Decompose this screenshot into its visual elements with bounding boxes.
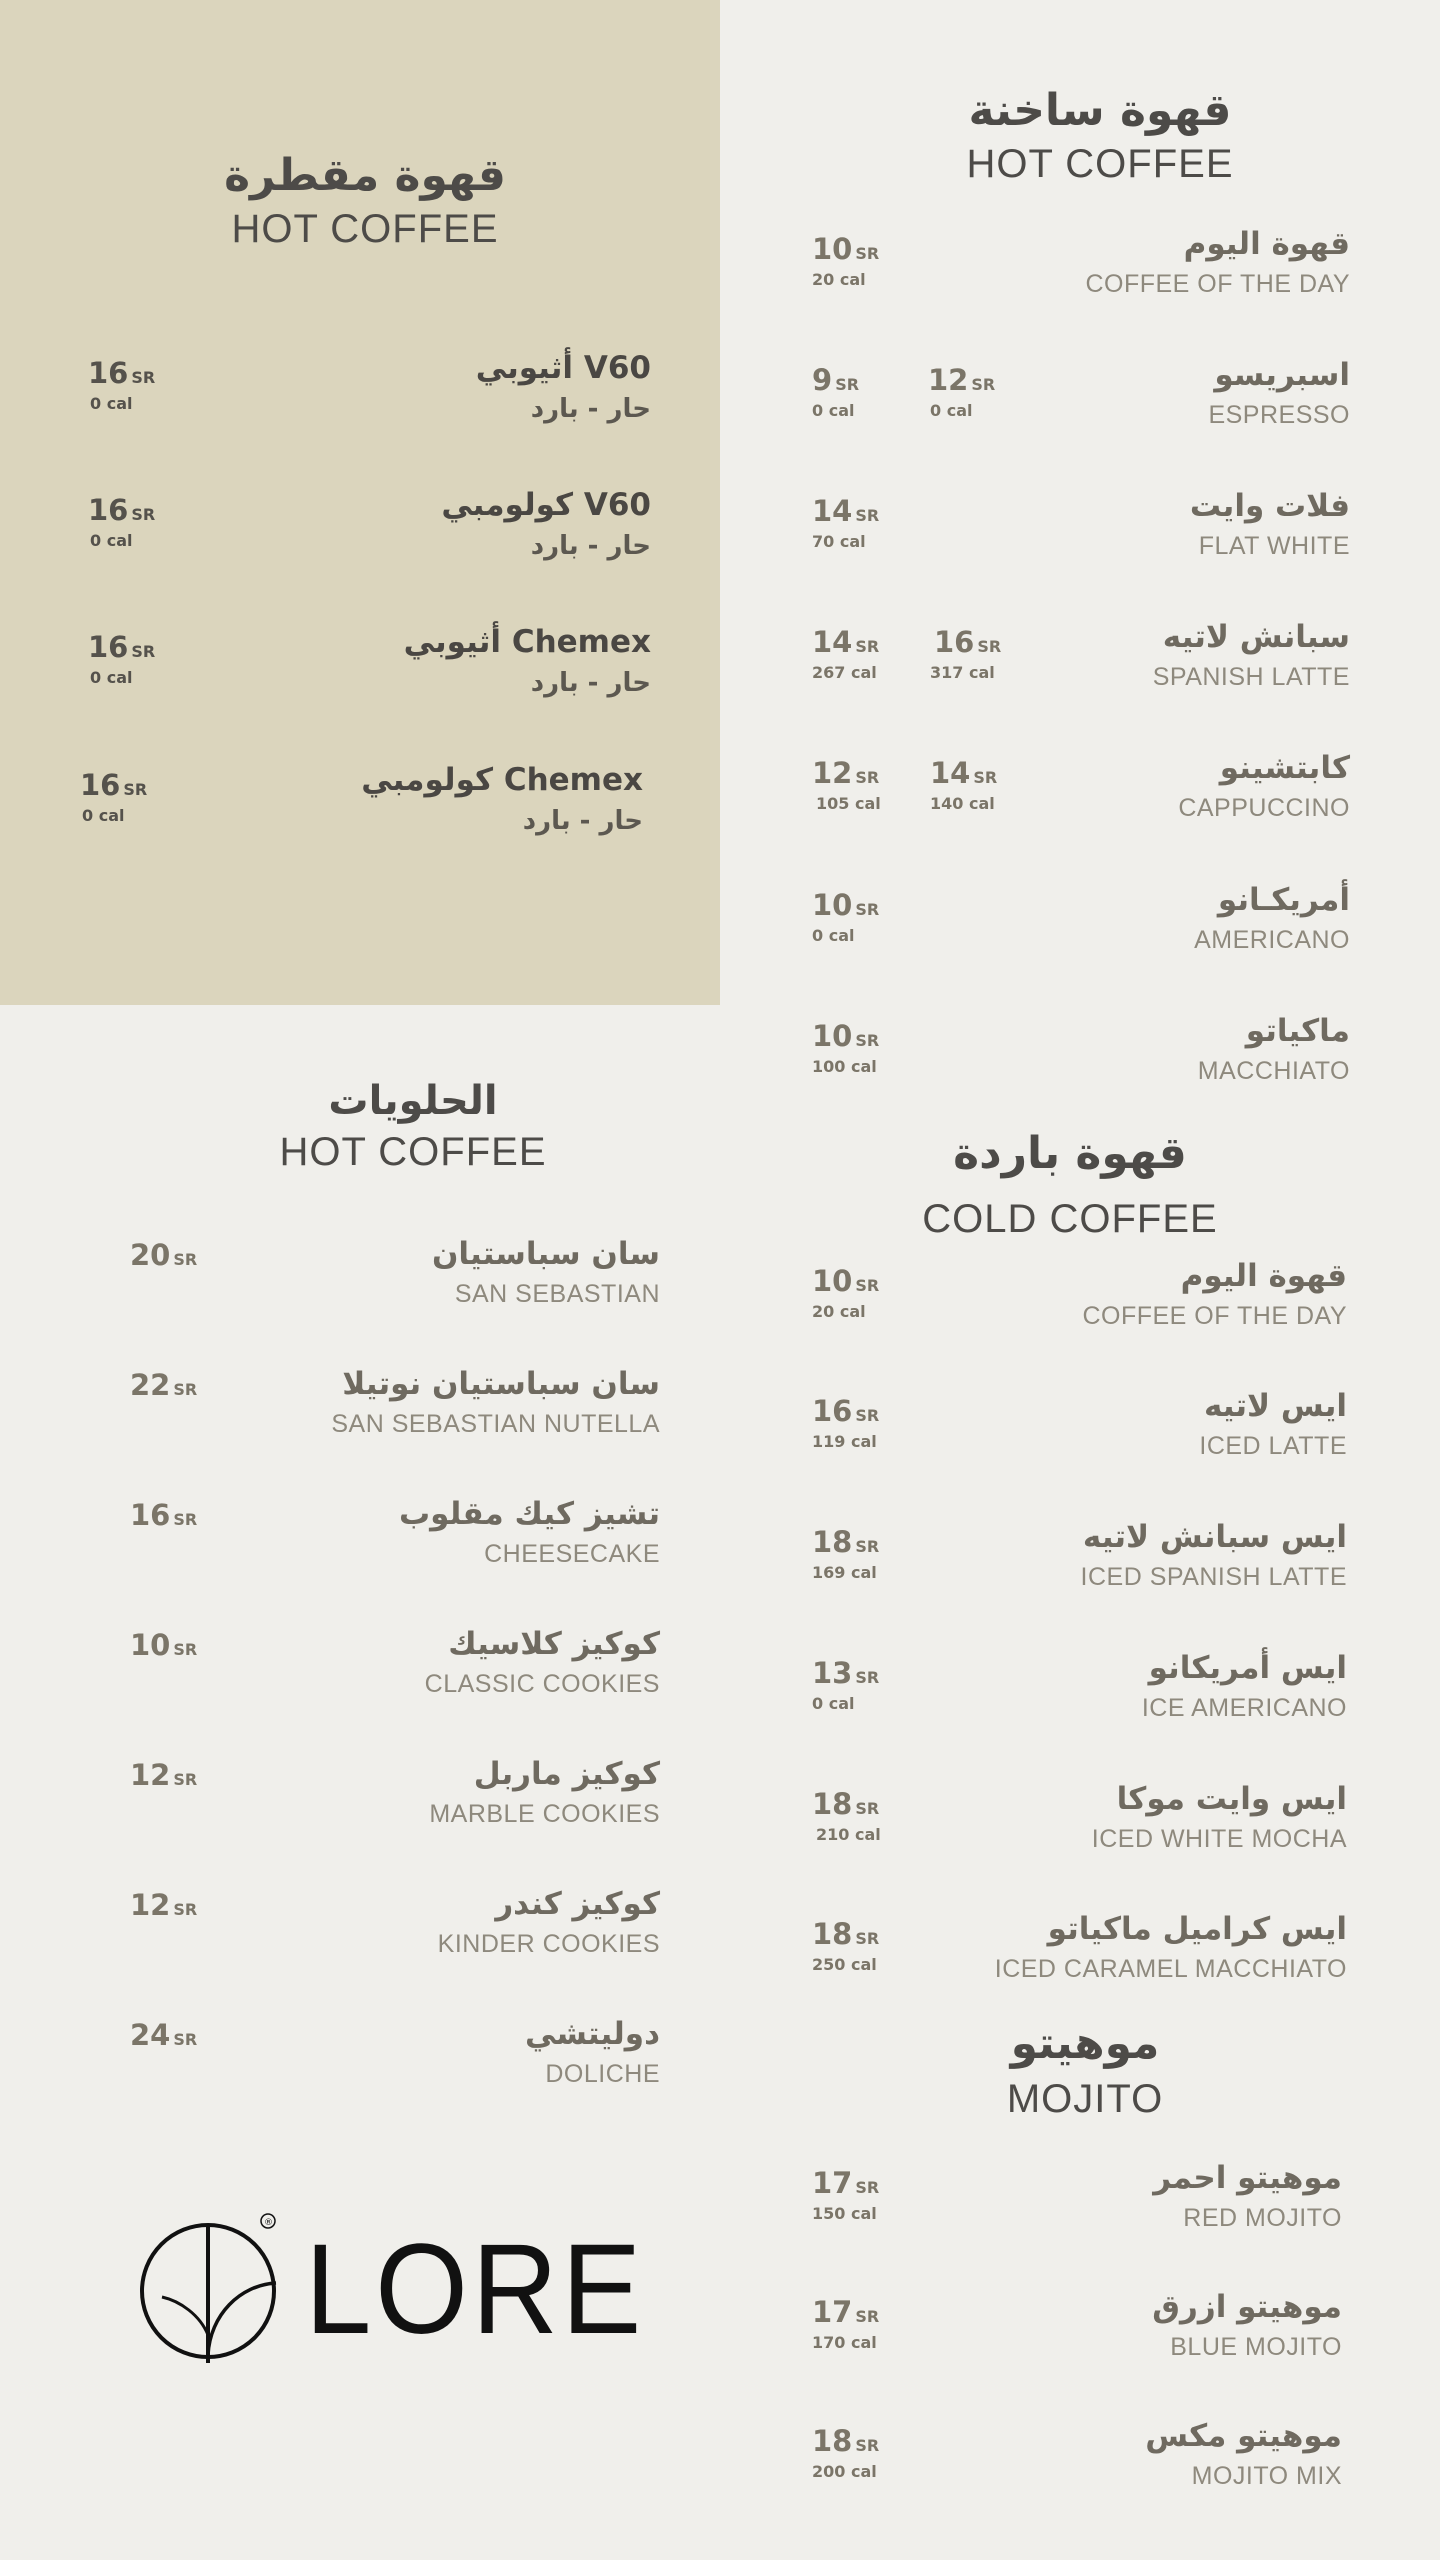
item-name-ar: كوكيز ماربل [473, 1756, 660, 1792]
menu-item [88, 487, 651, 577]
item-name-en: CLASSIC COOKIES [424, 1670, 660, 1698]
menu-item [812, 1388, 1347, 1478]
menu-item [812, 619, 1350, 709]
item-name-ar: أمريكـانو [1217, 882, 1350, 918]
brand-wordmark: LORE [305, 2218, 645, 2361]
menu-item [812, 488, 1350, 578]
item-calories: 150 cal [812, 2204, 877, 2223]
item-name-en: FLAT WHITE [1198, 532, 1350, 560]
item-price: 18 SR [812, 1917, 880, 1951]
item-name-en: SAN SEBASTIAN [454, 1280, 660, 1308]
item-calories: 105 cal [816, 794, 881, 813]
item-name-en: RED MOJITO [1183, 2204, 1342, 2232]
menu-item [812, 750, 1350, 840]
menu-item [812, 357, 1350, 447]
menu-item [812, 1650, 1347, 1740]
menu-item [130, 2016, 660, 2106]
item-calories-large: 140 cal [930, 794, 995, 813]
item-price: 12 SR [812, 756, 880, 790]
item-price: 16 SR [88, 356, 156, 390]
item-calories: 0 cal [812, 1694, 855, 1713]
brand-logo [140, 2205, 650, 2365]
item-name-en: DOLICHE [545, 2060, 660, 2088]
item-calories: 200 cal [812, 2462, 877, 2481]
item-price: 14 SR [812, 625, 880, 659]
item-calories-large: 317 cal [930, 663, 995, 682]
menu-item [130, 1236, 660, 1326]
mojito-section-title [885, 2018, 1285, 2122]
item-name: Chemex كولومبي [361, 762, 643, 798]
menu-item [88, 350, 651, 440]
item-name-ar: اسبريسو [1214, 357, 1350, 393]
item-variant: حار - بارد [530, 668, 651, 698]
item-calories: 0 cal [812, 926, 855, 945]
item-name-ar: كابتشينو [1219, 750, 1350, 786]
item-name-en: SAN SEBASTIAN NUTELLA [331, 1410, 660, 1438]
item-price-large: 16 SR [934, 625, 1002, 659]
registered-mark: ® [264, 2218, 273, 2228]
mojito-title-ar: موهيتو [1010, 2018, 1160, 2069]
desserts-title-en: HOT COFFEE [279, 1130, 547, 1174]
item-name: V60 كولومبي [441, 487, 651, 523]
menu-item [812, 882, 1350, 972]
item-name-ar: موهيتو ازرق [1152, 2289, 1342, 2325]
menu-item [130, 1886, 660, 1976]
menu-item [812, 1258, 1347, 1348]
menu-item [812, 2160, 1342, 2250]
item-price: 18 SR [812, 2424, 880, 2458]
item-name-en: ICED LATTE [1199, 1432, 1347, 1460]
item-price: 10 SR [812, 232, 880, 266]
item-name-ar: ماكياتو [1245, 1013, 1350, 1049]
cold-coffee-section-title [870, 1128, 1270, 1242]
menu-item [812, 2289, 1342, 2379]
item-calories: 0 cal [812, 401, 855, 420]
menu-item [88, 624, 651, 714]
item-price: 16 SR [812, 1394, 880, 1428]
item-calories: 20 cal [812, 270, 866, 289]
lore-logo-icon [140, 2205, 650, 2365]
item-price: 20 SR [130, 1238, 198, 1272]
cold-coffee-title-ar: قهوة باردة [953, 1128, 1187, 1179]
menu-item [812, 1911, 1347, 2001]
item-name-en: COFFEE OF THE DAY [1082, 1302, 1347, 1330]
item-price: 13 SR [812, 1656, 880, 1690]
item-calories: 0 cal [90, 668, 133, 687]
desserts-title-ar: الحلويات [328, 1078, 498, 1124]
item-name-en: KINDER COOKIES [437, 1930, 660, 1958]
item-name-ar: فلات وايت [1189, 488, 1350, 524]
menu-item [812, 1519, 1347, 1609]
item-name-ar: سبانش لاتيه [1162, 619, 1350, 655]
item-name-en: ICE AMERICANO [1141, 1694, 1347, 1722]
menu-item [130, 1626, 660, 1716]
item-price: 24 SR [130, 2018, 198, 2052]
item-variant: حار - بارد [522, 806, 643, 836]
item-price: 10 SR [812, 1019, 880, 1053]
item-variant: حار - بارد [530, 394, 651, 424]
mojito-title-en: MOJITO [1006, 2077, 1164, 2121]
item-price: 12 SR [130, 1888, 198, 1922]
item-calories: 210 cal [816, 1825, 881, 1844]
hot-coffee-title-ar: قهوة ساخنة [968, 85, 1232, 136]
item-name-en: BLUE MOJITO [1170, 2333, 1342, 2361]
item-name-ar: ايس سبانش لاتيه [1082, 1519, 1347, 1555]
item-price: 9 SR [812, 363, 860, 397]
item-name: Chemex أثيوبي [403, 624, 651, 660]
item-name-ar: قهوة اليوم [1180, 1258, 1347, 1294]
item-calories: 119 cal [812, 1432, 877, 1451]
item-name-ar: موهيتو مكس [1145, 2418, 1342, 2454]
item-name-en: COFFEE OF THE DAY [1085, 270, 1350, 298]
item-name-en: AMERICANO [1194, 926, 1350, 954]
item-name-en: ICED SPANISH LATTE [1080, 1563, 1347, 1591]
menu-item [80, 762, 643, 852]
item-name-ar: ايس أمريكانو [1148, 1650, 1347, 1686]
item-price: 16 SR [88, 493, 156, 527]
brewed-title-en: HOT COFFEE [231, 207, 499, 251]
item-name-ar: موهيتو احمر [1153, 2160, 1342, 2196]
item-name-ar: كوكيز كندر [495, 1886, 660, 1922]
item-name-en: SPANISH LATTE [1152, 663, 1350, 691]
item-calories: 20 cal [812, 1302, 866, 1321]
item-calories: 169 cal [812, 1563, 877, 1582]
menu-item [130, 1496, 660, 1586]
item-name-ar: ايس كراميل ماكياتو [1047, 1911, 1347, 1947]
item-calories: 0 cal [82, 806, 125, 825]
hot-coffee-section-title [900, 85, 1300, 187]
item-name-ar: ايس لاتيه [1203, 1388, 1347, 1424]
item-price: 18 SR [812, 1525, 880, 1559]
item-price: 14 SR [812, 494, 880, 528]
item-price: 22 SR [130, 1368, 198, 1402]
item-price: 16 SR [80, 768, 148, 802]
item-name-en: CAPPUCCINO [1178, 794, 1350, 822]
item-calories: 170 cal [812, 2333, 877, 2352]
brewed-section-title [150, 150, 580, 252]
item-price: 10 SR [812, 1264, 880, 1298]
item-price: 17 SR [812, 2295, 880, 2329]
item-price-large: 12 SR [928, 363, 996, 397]
item-calories-large: 0 cal [930, 401, 973, 420]
item-price-large: 14 SR [930, 756, 998, 790]
item-name-ar: قهوة اليوم [1183, 226, 1350, 262]
item-calories: 0 cal [90, 394, 133, 413]
item-price: 16 SR [88, 630, 156, 664]
menu-item [812, 2418, 1342, 2508]
item-name-en: ICED CARAMEL MACCHIATO [994, 1955, 1347, 1983]
item-calories: 100 cal [812, 1057, 877, 1076]
item-name-en: MARBLE COOKIES [429, 1800, 660, 1828]
item-name: V60 أثيوبي [475, 350, 651, 386]
desserts-section-title [213, 1078, 613, 1175]
item-name-en: MOJITO MIX [1191, 2462, 1342, 2490]
item-price: 10 SR [812, 888, 880, 922]
item-variant: حار - بارد [530, 531, 651, 561]
item-name-ar: ايس وايت موكا [1116, 1781, 1347, 1817]
item-name-en: MACCHIATO [1197, 1057, 1350, 1085]
item-price: 16 SR [130, 1498, 198, 1532]
cold-coffee-title-en: COLD COFFEE [922, 1197, 1218, 1241]
item-name-ar: كوكيز كلاسيك [448, 1626, 660, 1662]
hot-coffee-title-en: HOT COFFEE [966, 142, 1234, 186]
menu-item [130, 1366, 660, 1456]
item-calories: 267 cal [812, 663, 877, 682]
item-calories: 70 cal [812, 532, 866, 551]
item-name-en: ESPRESSO [1208, 401, 1350, 429]
item-price: 12 SR [130, 1758, 198, 1792]
item-price: 10 SR [130, 1628, 198, 1662]
brewed-title-ar: قهوة مقطرة [224, 150, 506, 201]
item-name-ar: سان سباستيان نوتيلا [342, 1366, 660, 1402]
menu-item [812, 226, 1350, 316]
item-name-ar: دوليتشي [524, 2016, 660, 2052]
item-name-en: CHEESECAKE [484, 1540, 660, 1568]
item-price: 17 SR [812, 2166, 880, 2200]
item-calories: 0 cal [90, 531, 133, 550]
item-price: 18 SR [812, 1787, 880, 1821]
item-name-en: ICED WHITE MOCHA [1091, 1825, 1347, 1853]
menu-item [130, 1756, 660, 1846]
item-name-ar: سان سباستيان [431, 1236, 660, 1272]
item-name-ar: تشيز كيك مقلوب [398, 1496, 660, 1532]
menu-item [812, 1013, 1350, 1103]
menu-item [812, 1781, 1347, 1871]
item-calories: 250 cal [812, 1955, 877, 1974]
